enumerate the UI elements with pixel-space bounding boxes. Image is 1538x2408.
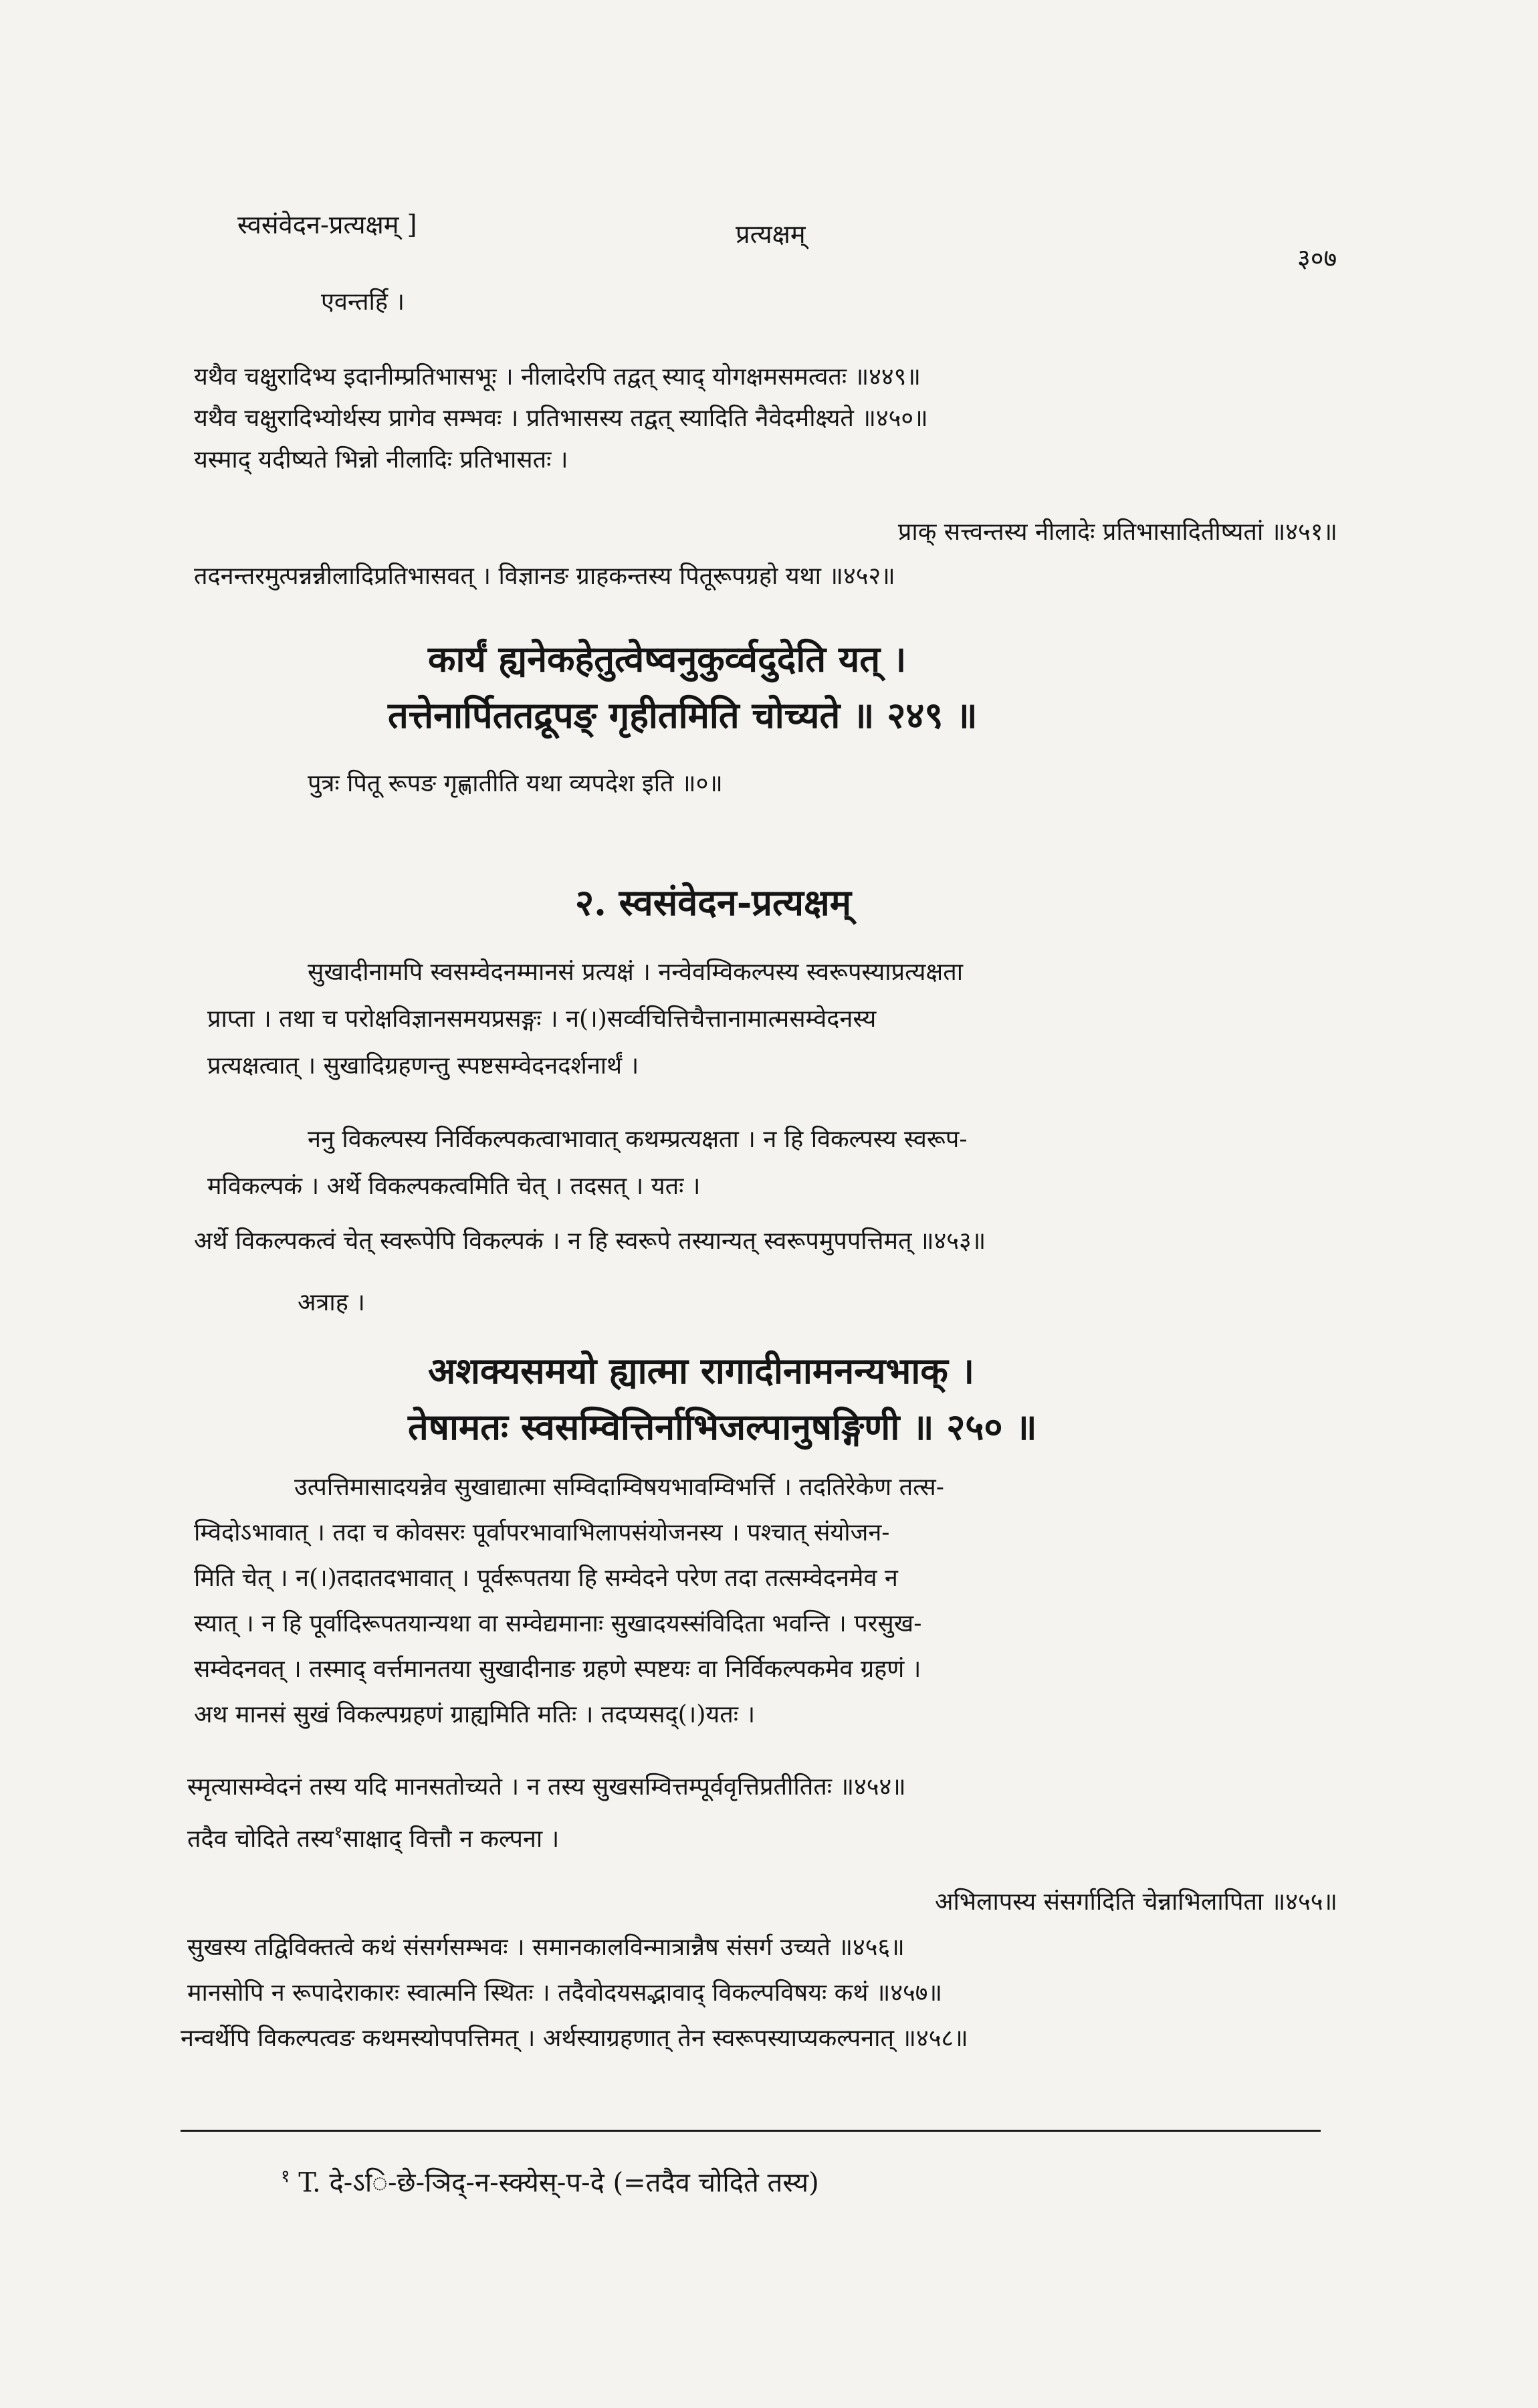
running-header-center: प्रत्यक्षम् [736, 219, 806, 249]
karika-line: तेषामतः स्वसम्वित्तिर्नाभिजल्पानुषङ्गिणी ॥ २५० ॥ [408, 1405, 1037, 1448]
verse-line: प्राक् सत्त्वन्तस्य नीलादेः प्रतिभासादितीष्यतां ॥४५१॥ [897, 518, 1337, 546]
text-line: म्विदोऽभावात् । तदा च कोवसरः पूर्वापरभावाभिलापसंयोजनस्य । पश्चात् संयोजन- [194, 1519, 890, 1546]
text-line: उत्पत्तिमासादयन्नेव सुखाद्यात्मा सम्विदाम्विषयभावम्विभर्त्ति । तदतिरेकेण तत्स- [294, 1474, 944, 1501]
karika-line: तत्तेनार्पिततद्रूपङ् गृहीतमिति चोच्यते ॥ २४९ ॥ [388, 694, 978, 736]
running-header-left: स्वसंवेदन-प्रत्यक्षम् ] [237, 210, 417, 239]
text-line: मविकल्पकं । अर्थे विकल्पकत्वमिति चेत् । तदसत् । यतः । [207, 1173, 701, 1200]
text-line: ननु विकल्पस्य निर्विकल्पकत्वाभावात् कथम्प्रत्यक्षता । न हि विकल्पस्य स्वरूप- [308, 1126, 968, 1153]
verse-line: अभिलापस्य संसर्गादिति चेन्नाभिलापिता ॥४५५॥ [934, 1888, 1337, 1916]
verse-line: अर्थे विकल्पकत्वं चेत् स्वरूपेपि विकल्पकं । न हि स्वरूपे तस्यान्यत् स्वरूपमुपपत्तिमत् ॥४५३॥ [194, 1227, 986, 1255]
verse-text: तदैव चोदिते तस्य [187, 1825, 334, 1853]
text-line: सम्वेदनवत् । तस्माद् वर्त्तमानतया सुखादीनाङ ग्रहणे स्पष्टयः वा निर्विकल्पकमेव ग्रहणं । [194, 1656, 921, 1683]
text-line: मिति चेत् । न(।)तदातदभावात् । पूर्वरूपतया हि सम्वेदने परेण तदा तत्सम्वेदनमेव न [194, 1565, 898, 1592]
footnote [281, 2161, 819, 2199]
verse-text: साक्षाद् वित्तौ न कल्पना । [342, 1825, 560, 1853]
verse-line: नन्वर्थेपि विकल्पत्वङ कथमस्योपपत्तिमत् । अर्थस्याग्रहणात् तेन स्वरूपस्याप्यकल्पनात् ॥४५८॥ [181, 2025, 968, 2052]
text-line: अथ मानसं सुखं विकल्पग्रहणं ग्राह्यमिति मतिः । तदप्यसद्(।)यतः । [194, 1701, 756, 1728]
text-line: पुत्रः पितू रूपङ गृह्णातीति यथा व्यपदेश इति ॥०॥ [308, 770, 723, 797]
karika-line: कार्यं ह्यनेकहेतुत्वेष्वनुकुर्व्वदुदेति यत् । [428, 637, 907, 680]
verse-line: यस्माद् यदीष्यते भिन्नो नीलादिः प्रतिभासतः । [194, 446, 568, 474]
verse-line: सुखस्य तद्विविक्तत्वे कथं संसर्गसम्भवः । समानकालविन्मात्रान्नैष संसर्ग उच्यते ॥४५६॥ [187, 1934, 905, 1961]
verse-line: यथैव चक्षुरादिभ्य इदानीम्प्रतिभासभूः । नीलादेरपि तद्वत् स्याद् योगक्षमसमत्वतः ॥४४९॥ [194, 363, 921, 391]
footnote-marker: १ [281, 2167, 290, 2187]
footnote-text: T. दे-ऽि-छे-ञिद्-न-स्क्येस्-प-दे (=तदैव चोदिते तस्य) [298, 2167, 819, 2199]
page-number: ३०७ [1297, 243, 1337, 273]
verse-line: यथैव चक्षुरादिभ्योर्थस्य प्रागेव सम्भवः । प्रतिभासस्य तद्वत् स्यादिति नैवेदमीक्ष्यते ॥४५०॥ [194, 405, 928, 432]
verse-line: मानसोपि न रूपादेराकारः स्वात्मनि स्थितः । तदैवोदयसद्भावाद् विकल्पविषयः कथं ॥४५७॥ [187, 1979, 943, 2007]
karika-line: अशक्यसमयो ह्यात्मा रागादीनामनन्यभाक् । [428, 1349, 975, 1392]
text-line: सुखादीनामपि स्वसम्वेदनम्मानसं प्रत्यक्षं । नन्वेवम्विकल्पस्य स्वरूपस्याप्रत्यक्षता [308, 959, 964, 986]
text-line: स्यात् । न हि पूर्वादिरूपतयान्यथा वा सम्वेद्यमानाः सुखादयस्संविदिता भवन्ति । परसुख- [194, 1610, 922, 1637]
footnote-rule [181, 2130, 1321, 2132]
verse-line: तदनन्तरमुत्पन्नन्नीलादिप्रतिभासवत् । विज्ञानङ ग्राहकन्तस्य पितूरूपग्रहो यथा ॥४५२॥ [194, 563, 895, 590]
verse-line [187, 1817, 559, 1855]
footnote-reference: १ [334, 1823, 343, 1843]
text-line: एवन्तर्हि । [321, 288, 405, 316]
verse-line: स्मृत्यासम्वेदनं तस्य यदि मानसतोच्यते । न तस्य सुखसम्वित्तम्पूर्ववृत्तिप्रतीतितः ॥४५४॥ [187, 1773, 906, 1801]
text-line: अत्राह । [298, 1289, 365, 1316]
section-heading: २. स्वसंवेदन-प्रत्यक्षम् [575, 881, 852, 924]
text-line: प्राप्ता । तथा च परोक्षविज्ञानसमयप्रसङ्गः । न(।)सर्व्वचित्तिचैत्तानामात्मसम्वेदनस्य [207, 1005, 877, 1033]
text-line: प्रत्यक्षत्वात् । सुखादिग्रहणन्तु स्पष्टसम्वेदनदर्शनार्थं । [207, 1052, 639, 1080]
